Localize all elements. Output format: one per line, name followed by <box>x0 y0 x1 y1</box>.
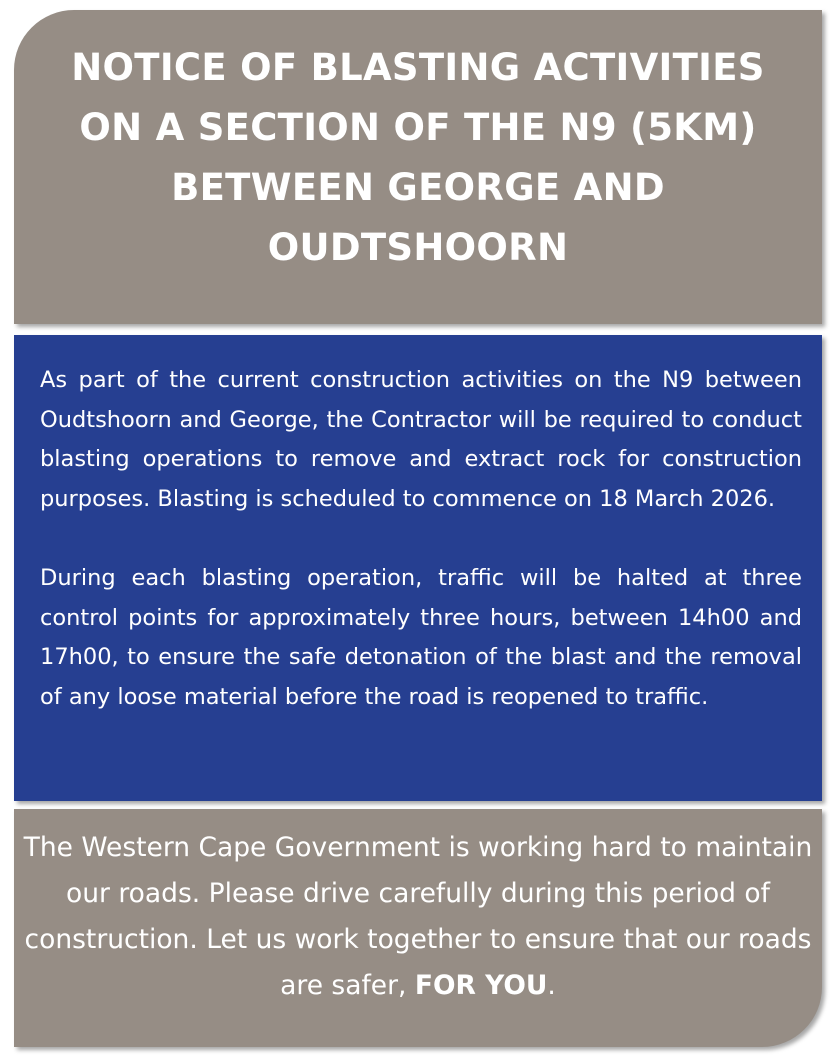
closing-message <box>23 825 813 1009</box>
header-panel <box>14 10 822 324</box>
closing-emphasis: FOR YOU <box>414 970 548 1001</box>
notice-title: NOTICE OF BLASTING ACTIVITIES ON A SECTION OF THE N9 (5KM) BETWEEN GEORGE AND OUDTSHOORN <box>71 46 765 269</box>
footer-panel <box>14 809 822 1047</box>
body-panel <box>14 335 822 801</box>
paragraph-traffic: During each blasting operation, traffic will be halted at three control points for approximately three hours, between 14h00 and 17h00, to ensure the safe detonation of the blast and the removal of any loose material before the road is reopened to traffic. <box>40 565 802 710</box>
closing-text: The Western Cape Government is working hard to maintain our roads. Please drive carefully during this period of construction. Let us work together to ensure that our roads are safer, <box>23 832 813 1001</box>
closing-end: . <box>547 970 556 1001</box>
paragraph-construction: As part of the current construction activities on the N9 between Oudtshoorn and George, the Contractor will be required to conduct blasting operations to remove and extract rock for construction purposes. Blasting is scheduled to commence on 18 March 2026. <box>40 367 802 512</box>
